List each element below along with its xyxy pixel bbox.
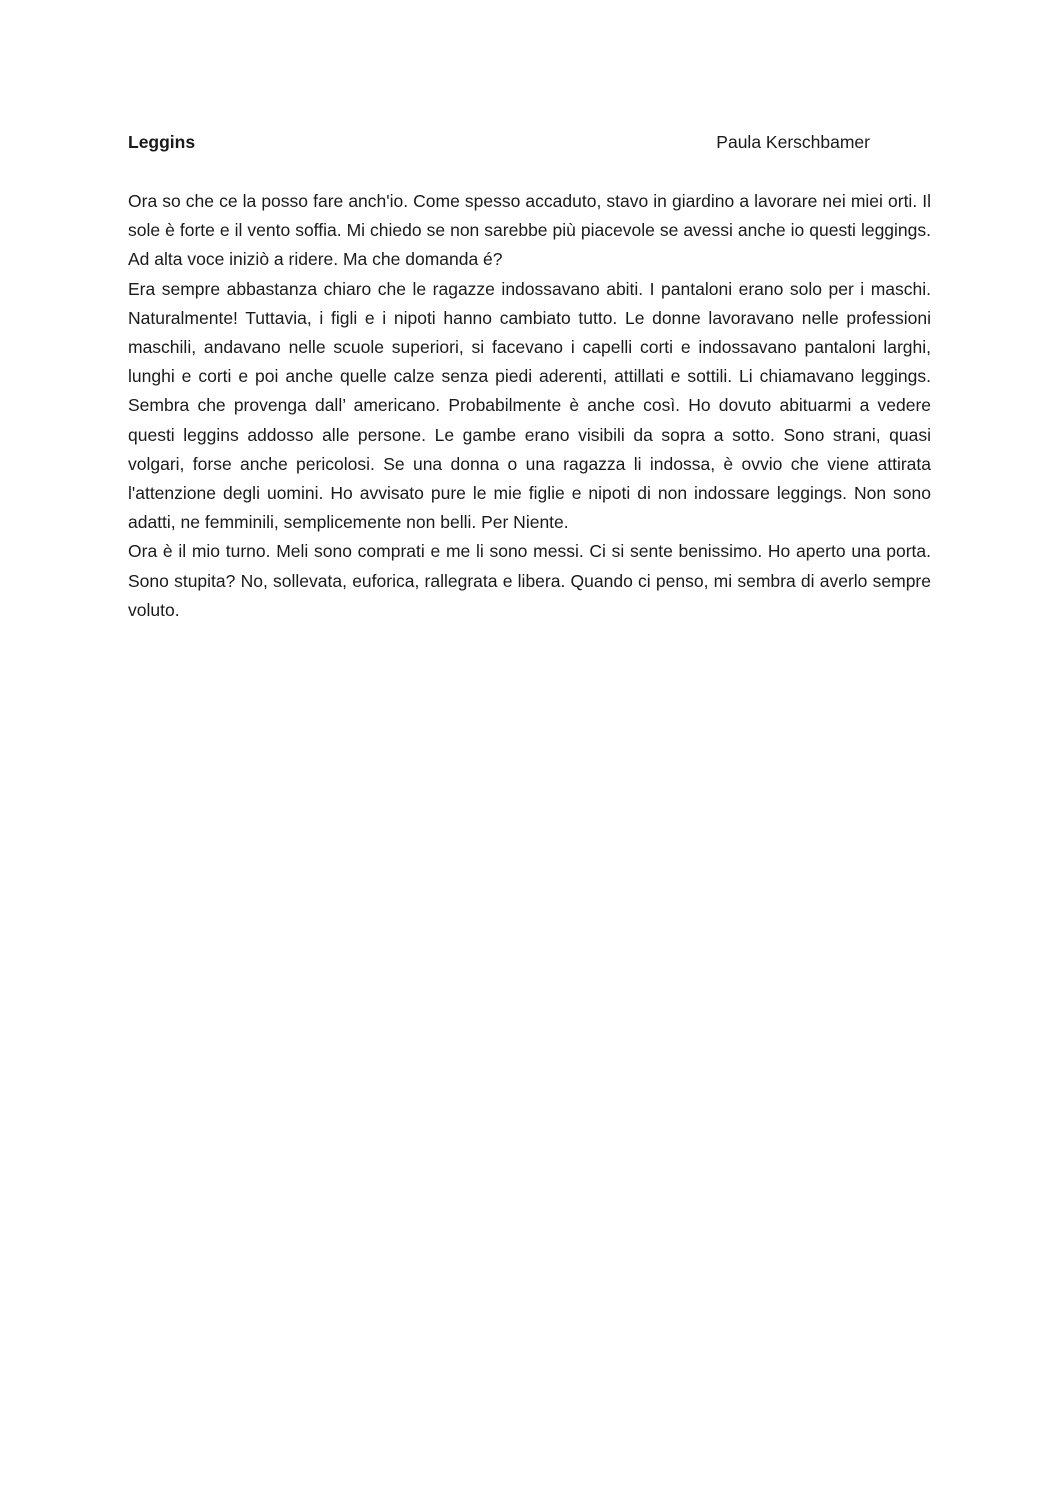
document-title: Leggins xyxy=(128,132,196,152)
paragraph: Era sempre abbastanza chiaro che le ragazze indossavano abiti. I pantaloni erano solo per i maschi. Naturalmente! Tuttavia, i figli e i nipoti hanno cambiato tutto. Le donne lavoravano nelle professioni maschili, andavano nelle scuole superiori, si facevano i capelli corti e indossavano pantaloni larghi, lunghi e corti e poi anche quelle calze senza piedi aderenti, attillati e sottili. Li chiamavano leggings. Sembra che provenga dall’ americano. Probabilmente è anche così. Ho dovuto abituarmi a vedere questi leggins addosso alle persone. Le gambe erano visibili da sopra a sotto. Sono strani, quasi volgari, forse anche pericolosi. Se una donna o una ragazza li indossa, è ovvio che viene attirata l'attenzione degli uomini. Ho avvisato pure le mie figlie e nipoti di non indossare leggings. Non sono adatti, ne femminili, semplicemente non belli. Per Niente. xyxy=(128,278,931,533)
paragraph: Ora è il mio turno. Meli sono comprati e me li sono messi. Ci si sente benissimo. Ho aperto una porta. Sono stupita? No, sollevata, euforica, rallegrata e libera. Quando ci penso, mi sembra di averlo sempre voluto. xyxy=(128,541,931,620)
document-body xyxy=(128,187,931,625)
paragraph: Ora so che ce la posso fare anch'io. Come spesso accaduto, stavo in giardino a lavorare nei miei orti. Il sole è forte e il vento soffia. Mi chiedo se non sarebbe più piacevole se avessi anche io questi leggings. Ad alta voce iniziò a ridere. Ma che domanda é? xyxy=(128,191,931,270)
document-header xyxy=(128,129,870,155)
document-author: Paula Kerschbamer xyxy=(716,132,870,152)
